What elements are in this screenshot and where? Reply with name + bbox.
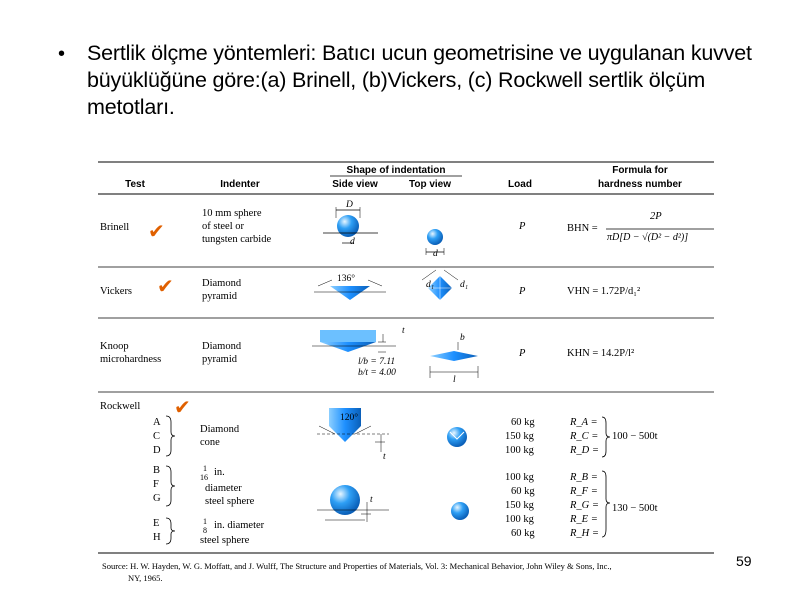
rockwell-load-D: 100 kg xyxy=(505,445,534,456)
rockwell-label-t2: t xyxy=(370,495,373,505)
rockwell-indenter3-2: steel sphere xyxy=(200,535,250,546)
knoop-ratio-1: l/b = 7.11 xyxy=(358,357,396,367)
vickers-indenter-2: pyramid xyxy=(202,291,237,302)
rockwell-range-2: 130 − 500t xyxy=(612,503,658,514)
brinell-fraction-bar xyxy=(606,227,716,231)
brinell-check-icon: ✔ xyxy=(148,219,165,243)
rockwell-test: Rockwell xyxy=(100,401,141,412)
rockwell-scale-D: D xyxy=(153,445,161,456)
brinell-top-view xyxy=(418,222,458,262)
knoop-ratio-2: b/t = 4.00 xyxy=(358,368,396,378)
header-indenter: Indenter xyxy=(220,179,260,190)
rockwell-frac3-num: 1 xyxy=(203,517,207,526)
rockwell-indenter2-1: in. xyxy=(214,467,225,478)
rockwell-load-G: 150 kg xyxy=(505,500,534,511)
brinell-label-d: d xyxy=(350,237,355,247)
rockwell-scale-A: A xyxy=(153,417,161,428)
vickers-test: Vickers xyxy=(100,286,133,297)
vickers-check-icon: ✔ xyxy=(157,274,174,298)
header-side-view: Side view xyxy=(332,179,378,190)
brinell-indenter-3: tungsten carbide xyxy=(202,234,272,245)
rockwell-load-C: 150 kg xyxy=(505,431,534,442)
knoop-test-2: microhardness xyxy=(100,354,162,365)
brinell-label-d-top: d xyxy=(433,249,438,259)
rockwell-load-B: 100 kg xyxy=(505,472,534,483)
brinell-indenter-1: 10 mm sphere xyxy=(202,208,262,219)
rockwell-formula-G: R_G = xyxy=(570,500,599,511)
rockwell-cone-top-view xyxy=(442,422,472,452)
header-load: Load xyxy=(508,179,532,190)
rockwell-load-E: 100 kg xyxy=(505,514,534,525)
rockwell-load-H: 60 kg xyxy=(511,528,535,539)
knoop-indenter-2: pyramid xyxy=(202,354,237,365)
rockwell-scale-E: E xyxy=(153,518,160,529)
vickers-label-d1b: d₁ xyxy=(460,280,469,290)
rockwell-formula-C: R_C = xyxy=(570,431,599,442)
vickers-label-d1a: d₁ xyxy=(426,280,435,290)
knoop-label-b: b xyxy=(460,333,465,343)
page-number: 59 xyxy=(736,553,752,569)
rockwell-check-icon: ✔ xyxy=(174,395,191,419)
rockwell-scale-C: C xyxy=(153,431,161,442)
knoop-test-1: Knoop xyxy=(100,341,129,352)
header-test: Test xyxy=(125,179,145,190)
rockwell-formula-E: R_E = xyxy=(570,514,598,525)
knoop-formula: KHN = 14.2P/l² xyxy=(567,348,635,359)
knoop-label-l: l xyxy=(453,375,456,385)
rockwell-formula-A: R_A = xyxy=(570,417,598,428)
rockwell-scale-F: F xyxy=(153,479,159,490)
header-formula-2: hardness number xyxy=(598,179,682,190)
brinell-formula-lhs: BHN = xyxy=(567,223,598,234)
rockwell-scale-braces xyxy=(163,414,183,554)
rockwell-load-A: 60 kg xyxy=(511,417,535,428)
rockwell-indenter1-1: Diamond xyxy=(200,424,240,435)
brinell-formula-den: πD[D − √(D² − d²)] xyxy=(607,232,689,243)
rockwell-label-t1: t xyxy=(383,452,386,462)
rockwell-indenter2-3: steel sphere xyxy=(205,496,255,507)
rockwell-formula-H: R_H = xyxy=(570,528,599,539)
rockwell-indenter3-1: in. diameter xyxy=(214,520,265,531)
rockwell-scale-G: G xyxy=(153,493,161,504)
bullet-text: Sertlik ölçme yöntemleri: Batıcı ucun geometrisine ve uygulanan kuvvet büyüklüğüne göre:(a) Brinell, (b)Vickers, (c) Rockwell sertlik ölçüm metotları. xyxy=(87,41,752,119)
rockwell-formula-F: R_F = xyxy=(570,486,598,497)
rockwell-frac2-den: 16 xyxy=(200,473,208,482)
rockwell-indenter2-2: diameter xyxy=(205,483,242,494)
brinell-indenter-2: of steel or xyxy=(202,221,244,232)
knoop-top-view xyxy=(426,332,486,382)
rockwell-formula-D: R_D = xyxy=(570,445,599,456)
rockwell-formula-B: R_B = xyxy=(570,472,598,483)
brinell-load: P xyxy=(519,221,526,232)
brinell-side-view xyxy=(318,198,388,258)
rockwell-sphere-top-view xyxy=(445,496,475,526)
brinell-formula-num: 2P xyxy=(650,211,662,222)
header-formula-1: Formula for xyxy=(612,165,668,176)
vickers-formula: VHN = 1.72P/d₁² xyxy=(567,286,641,297)
source-citation xyxy=(102,560,742,584)
vickers-angle: 136° xyxy=(337,274,356,284)
knoop-load: P xyxy=(519,348,526,359)
header-shape: Shape of indentation xyxy=(346,165,446,176)
rockwell-range-1: 100 − 500t xyxy=(612,431,658,442)
brinell-test: Brinell xyxy=(100,222,130,233)
rockwell-load-F: 60 kg xyxy=(511,486,535,497)
vickers-indenter-1: Diamond xyxy=(202,278,242,289)
rockwell-scale-H: H xyxy=(153,532,161,543)
knoop-label-t: t xyxy=(402,326,405,336)
source-line-1: Source: H. W. Hayden, W. G. Moffatt, and J. Wulff, The Structure and Properties of Materials, Vol. 3: Mechanical Behavior, John Wiley & Sons, Inc., xyxy=(102,561,612,571)
rockwell-frac2-num: 1 xyxy=(203,464,207,473)
source-line-2: NY, 1965. xyxy=(128,573,163,583)
header-top-view: Top view xyxy=(408,179,452,190)
rockwell-formula-braces xyxy=(600,415,614,545)
rockwell-scale-B: B xyxy=(153,465,161,476)
brinell-label-D: D xyxy=(346,200,353,210)
rockwell-frac3-den: 8 xyxy=(203,526,207,535)
rockwell-sphere-side-view xyxy=(315,478,395,533)
knoop-indenter-1: Diamond xyxy=(202,341,242,352)
vickers-load: P xyxy=(519,286,526,297)
rockwell-angle: 120° xyxy=(340,413,359,423)
bullet-dot: • xyxy=(58,43,66,65)
rockwell-indenter1-2: cone xyxy=(200,437,220,448)
